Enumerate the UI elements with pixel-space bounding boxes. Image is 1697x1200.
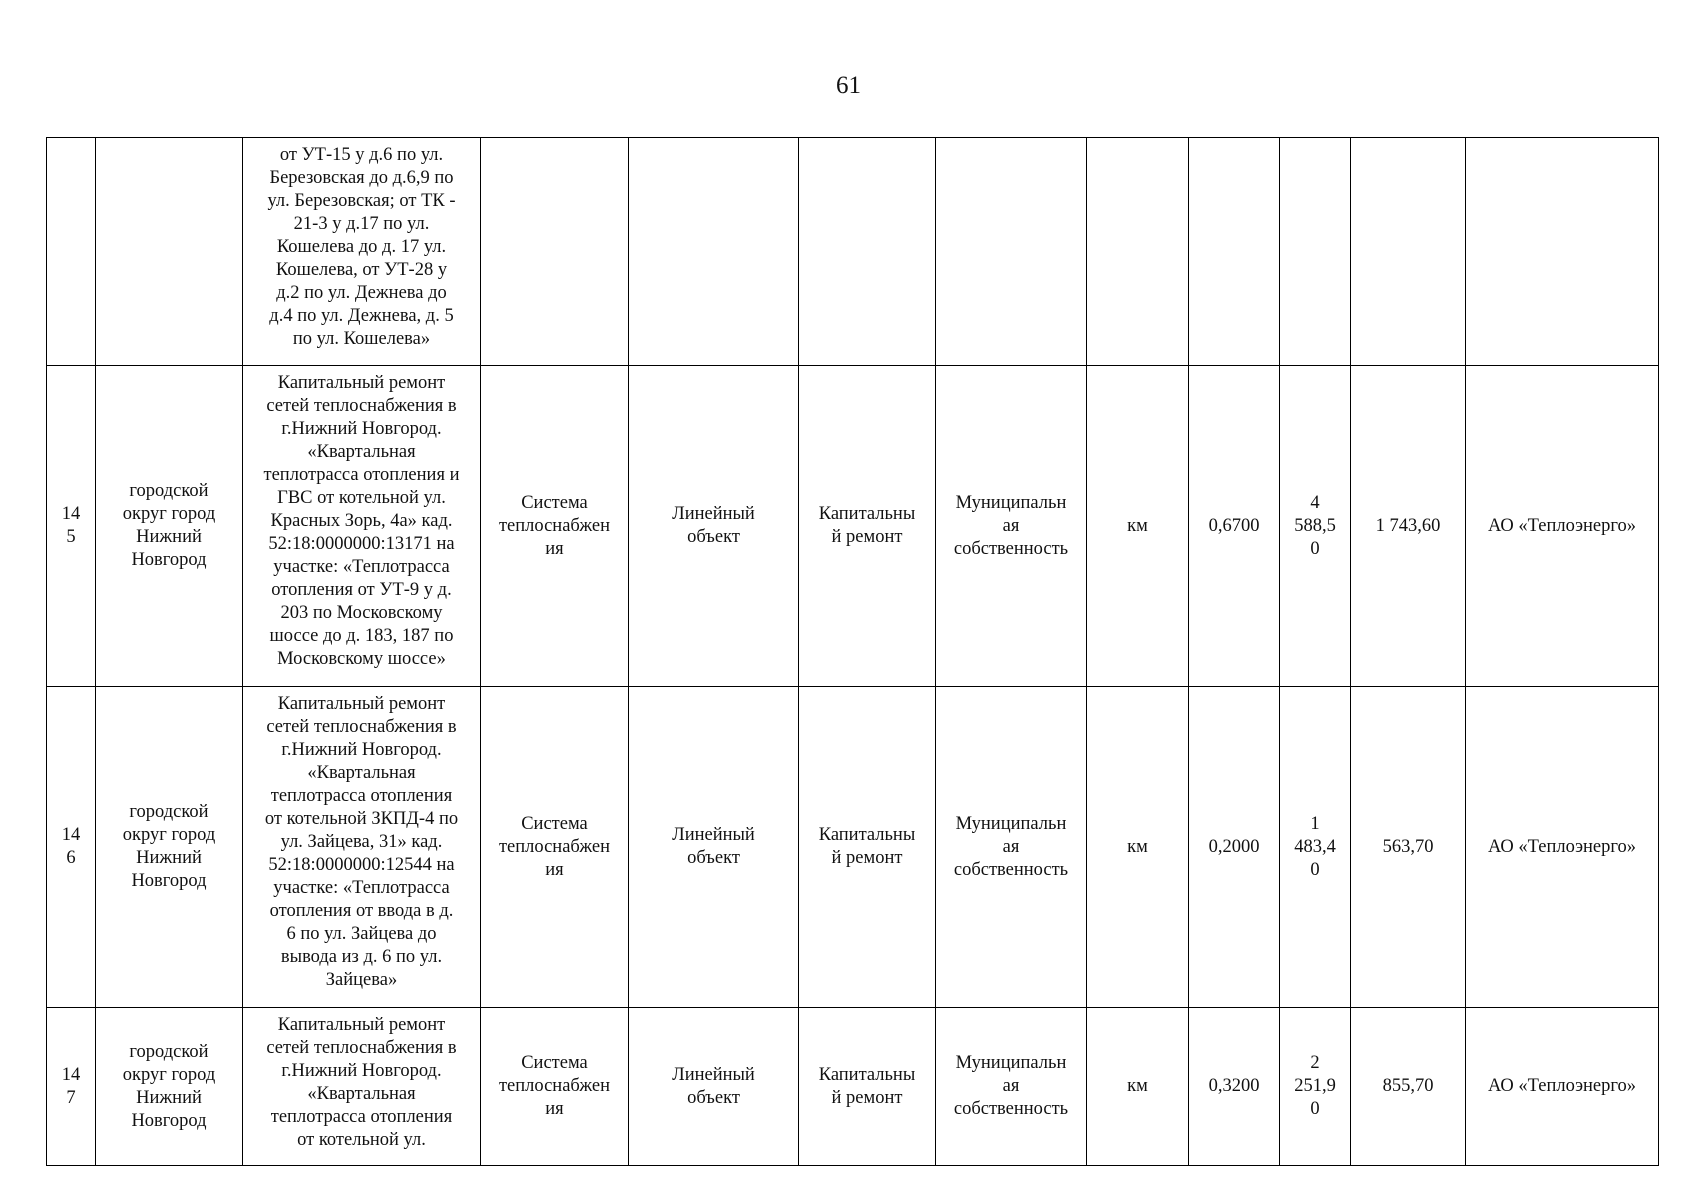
length-cell: 0,2000 [1189,687,1280,1008]
cell-text-line: 14 [61,504,81,524]
cost-part-cell [1351,138,1466,366]
work-type-cell [799,687,936,1008]
cell-text-line: й ремонт [831,848,903,868]
cell-text-line: участке: «Теплотрасса [273,557,450,577]
cell-text-line: городской [129,1041,209,1062]
unit-cell: км [1087,687,1189,1008]
ownership-cell [936,1008,1087,1166]
cell-text-line: Новгород [131,871,207,891]
table-row [47,138,1659,366]
row-number-cell [47,366,96,687]
length-cell [1189,138,1280,366]
cell-text-line: теплоснабжен [498,1076,611,1096]
cell-text-line: участке: «Теплотрасса [273,878,450,898]
cell-text-line: Капитальный ремонт [277,373,446,393]
cost-total-cell [1280,138,1351,366]
cell-text-line: 203 по Московскому [280,603,443,623]
cell-text-line: 52:18:0000000:12544 на [268,855,455,875]
cell-text-line: 7 [66,1087,76,1108]
cell-text-line: округ город [122,1064,216,1085]
organization-cell: АО «Теплоэнерго» [1466,687,1659,1008]
cell-text-line: собственность [953,538,1069,559]
cell-text-line: Нижний [136,1087,202,1108]
description-cell [243,687,481,1008]
cell-text-line: 251,9 [1294,1076,1336,1096]
work-type-cell [799,138,936,366]
cell-text-line: отопления от ввода в д. [269,901,454,921]
cell-text-line: сетей теплоснабжения в [266,717,457,737]
cell-text-line: «Квартальная [307,763,416,783]
organization-cell: АО «Теплоэнерго» [1466,366,1659,687]
cell-text-line: теплотрасса отопления [270,786,453,806]
cell-text-line: сетей теплоснабжения в [266,396,457,416]
cell-text-line: Нижний [136,527,202,547]
cell-text-line: Московскому шоссе» [277,649,446,669]
cell-text-line: округ город [122,504,216,524]
cell-text-line: ия [545,1099,564,1119]
cell-text-line: отопления от УТ-9 у д. [271,580,452,600]
system-cell [481,687,629,1008]
description-cell [243,366,481,687]
cell-text-line: Зайцева» [325,970,398,990]
cell-text-line: городской [129,802,209,822]
table-row [47,687,1659,1008]
object-type-cell [629,1008,799,1166]
cell-text-line: 2 [1310,1053,1320,1073]
cell-text-line: 0 [1310,859,1320,880]
cell-text-line: собственность [953,859,1069,880]
cell-text-line: теплотрасса отопления [270,1107,453,1127]
organization-cell: АО «Теплоэнерго» [1466,1008,1659,1166]
cell-text-line: 52:18:0000000:13171 на [268,534,455,554]
municipality-cell [96,366,243,687]
cost-total-cell [1280,1008,1351,1166]
work-type-cell [799,366,936,687]
cell-text-line: Березовская до д.6,9 по [269,168,454,188]
cell-text-line: ая [1002,515,1020,536]
table-row [47,366,1659,687]
cell-text-line: Новгород [131,1110,207,1131]
cell-text-line: ая [1002,1076,1020,1096]
ownership-cell [936,366,1087,687]
page-number: 61 [836,72,861,99]
cell-text-line: вывода из д. 6 по ул. [280,947,443,967]
description-cell [243,1008,481,1166]
cell-text-line: Капитальны [818,1064,916,1085]
unit-cell: км [1087,1008,1189,1166]
cell-text-line: ия [545,859,564,880]
work-type-cell [799,1008,936,1166]
cell-text-line: й ремонт [831,1087,903,1108]
cell-text-line: Кошелева, от УТ-28 у [275,260,448,280]
ownership-cell [936,138,1087,366]
cell-text-line: 1 [1310,813,1320,834]
cost-total-cell [1280,687,1351,1008]
cell-text-line: Линейный [672,825,755,845]
object-type-cell [629,366,799,687]
unit-cell [1087,138,1189,366]
cost-total-cell [1280,366,1351,687]
row-number-cell [47,687,96,1008]
cell-text-line: 5 [66,527,76,547]
cost-part-cell: 563,70 [1351,687,1466,1008]
row-number-cell [47,138,96,366]
cell-text-line: объект [687,848,740,868]
cell-text-line: Нижний [136,848,202,868]
cell-text-line: шоссе до д. 183, 187 по [269,626,454,646]
cell-text-line: ия [545,538,564,559]
cell-text-line: 14 [61,1064,81,1085]
cell-text-line: 6 по ул. Зайцева до [286,924,437,944]
cell-text-line: Муниципальн [955,492,1067,513]
ownership-cell [936,687,1087,1008]
description-cell [243,138,481,366]
cell-text-line: ая [1002,836,1020,857]
row-number-cell [47,1008,96,1166]
cell-text-line: д.4 по ул. Дежнева, д. 5 [269,306,454,326]
cell-text-line: Капитальны [818,504,916,524]
length-cell: 0,3200 [1189,1008,1280,1166]
cell-text-line: Линейный [672,1064,755,1085]
cell-text-line: «Квартальная [307,1084,416,1104]
cell-text-line: г.Нижний Новгород. [281,740,442,760]
register-table [46,137,1659,1166]
cost-part-cell: 855,70 [1351,1008,1466,1166]
cell-text-line: городской [129,481,209,501]
cell-text-line: Капитальны [818,825,916,845]
cell-text-line: 483,4 [1294,836,1336,857]
cell-text-line: Кошелева до д. 17 ул. [276,237,447,257]
cell-text-line: от УТ-15 у д.6 по ул. [279,145,444,165]
object-type-cell [629,138,799,366]
cell-text-line: Красных Зорь, 4а» кад. [270,511,453,531]
cell-text-line: Система [521,492,588,513]
cell-text-line: Муниципальн [955,1053,1067,1073]
cell-text-line: Система [521,813,588,834]
cell-text-line: Новгород [131,550,207,570]
organization-cell [1466,138,1659,366]
cell-text-line: д.2 по ул. Дежнева до [276,283,447,303]
cell-text-line: й ремонт [831,527,903,547]
cell-text-line: теплоснабжен [498,836,611,857]
cell-text-line: от котельной ЗКПД-4 по [264,809,459,829]
table-row [47,1008,1659,1166]
system-cell [481,1008,629,1166]
cell-text-line: объект [687,1087,740,1108]
municipality-cell [96,687,243,1008]
cell-text-line: теплоснабжен [498,515,611,536]
cell-text-line: объект [687,527,740,547]
cell-text-line: 4 [1310,492,1320,513]
cell-text-line: округ город [122,825,216,845]
cell-text-line: «Квартальная [307,442,416,462]
system-cell [481,138,629,366]
cell-text-line: собственность [953,1099,1069,1119]
length-cell: 0,6700 [1189,366,1280,687]
unit-cell: км [1087,366,1189,687]
cell-text-line: г.Нижний Новгород. [281,419,442,439]
cell-text-line: по ул. Кошелева» [292,329,431,349]
cell-text-line: Муниципальн [955,813,1067,834]
cell-text-line: 588,5 [1294,515,1336,536]
table-body [47,138,1659,1166]
cost-part-cell: 1 743,60 [1351,366,1466,687]
cell-text-line: Капитальный ремонт [277,694,446,714]
cell-text-line: ул. Зайцева, 31» кад. [280,832,443,852]
cell-text-line: 6 [66,848,76,868]
system-cell [481,366,629,687]
cell-text-line: 21-3 у д.17 по ул. [293,214,430,234]
cell-text-line: 14 [61,825,81,845]
cell-text-line: 0 [1310,538,1320,559]
cell-text-line: 0 [1310,1099,1320,1119]
cell-text-line: Система [521,1053,588,1073]
object-type-cell [629,687,799,1008]
cell-text-line: теплотрасса отопления и [263,465,460,485]
cell-text-line: Линейный [672,504,755,524]
cell-text-line: ул. Березовская; от ТК - [267,191,456,211]
cell-text-line: сетей теплоснабжения в [266,1038,457,1058]
cell-text-line: ГВС от котельной ул. [277,488,446,508]
cell-text-line: г.Нижний Новгород. [281,1061,442,1081]
cell-text-line: Капитальный ремонт [277,1015,446,1035]
municipality-cell [96,138,243,366]
municipality-cell [96,1008,243,1166]
cell-text-line: от котельной ул. [297,1130,426,1150]
